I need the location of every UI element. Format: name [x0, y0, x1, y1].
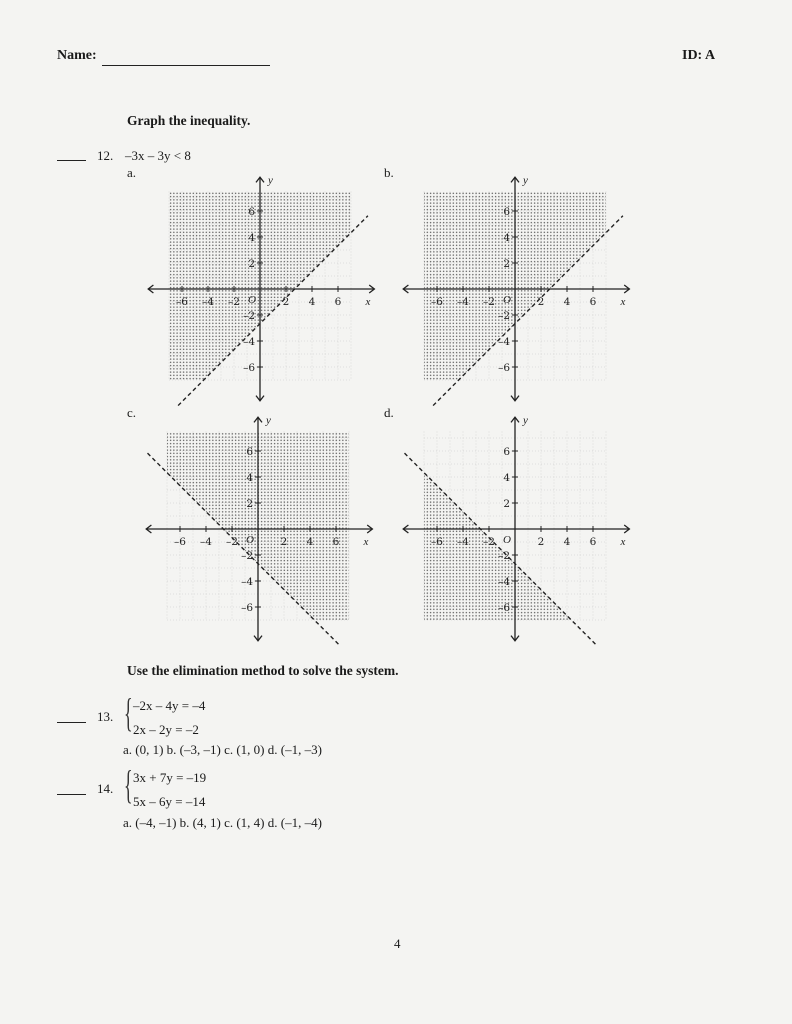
x-tick-label: 2 — [537, 536, 545, 548]
y-tick-label: –6 — [243, 362, 255, 374]
system-brace-13: { — [124, 690, 133, 735]
x-tick-label: 6 — [334, 296, 342, 308]
x-tick-label: –6 — [431, 536, 443, 548]
x-tick-label: 6 — [589, 296, 597, 308]
option-letter-b: b. — [384, 165, 394, 180]
x-axis-label: x — [365, 296, 371, 308]
y-axis-label: y — [266, 414, 271, 427]
system-brace-14: { — [124, 762, 133, 807]
section-title-elimination: Use the elimination method to solve the system. — [127, 663, 399, 678]
origin-label: O — [248, 294, 256, 306]
x-axis-label: x — [620, 296, 626, 308]
y-tick-label: –6 — [498, 362, 510, 374]
y-tick-label: 4 — [248, 232, 255, 244]
y-tick-label: –4 — [243, 336, 255, 348]
choices-14: a. (–4, –1) b. (4, 1) c. (1, 4) d. (–1, –4) — [123, 815, 322, 830]
equation-13-2: 2x – 2y = –2 — [133, 722, 199, 737]
y-tick-label: 4 — [503, 232, 510, 244]
y-tick-label: –4 — [498, 576, 510, 588]
y-tick-label: 2 — [246, 498, 253, 510]
x-tick-label: –4 — [457, 536, 469, 548]
y-tick-label: 6 — [246, 446, 253, 458]
question-inequality-12: –3x – 3y < 8 — [125, 148, 191, 163]
id-label: ID: A — [682, 48, 716, 63]
x-tick-label: 6 — [589, 536, 597, 548]
origin-label: O — [246, 534, 254, 546]
y-tick-label: 4 — [503, 472, 510, 484]
y-tick-label: 2 — [503, 258, 510, 270]
x-tick-label: –6 — [431, 296, 443, 308]
section-title-graph: Graph the inequality. — [127, 113, 251, 128]
choices-13: a. (0, 1) b. (–3, –1) c. (1, 0) d. (–1, –3) — [123, 742, 322, 757]
answer-blank-13[interactable] — [57, 722, 86, 723]
x-tick-label: 4 — [563, 296, 571, 308]
x-tick-label: –4 — [457, 296, 469, 308]
x-axis-label: x — [620, 536, 626, 548]
y-tick-label: –2 — [498, 310, 510, 322]
x-axis-label: x — [363, 536, 369, 548]
x-tick-label: 4 — [308, 296, 316, 308]
x-tick-label: –2 — [483, 296, 495, 308]
equation-14-2: 5x – 6y = –14 — [133, 794, 206, 809]
question-number-12: 12. — [97, 148, 114, 163]
y-tick-label: 2 — [503, 498, 510, 510]
x-tick-label: –2 — [226, 536, 238, 548]
x-tick-label: 2 — [282, 296, 290, 308]
x-tick-label: –4 — [200, 536, 212, 548]
equation-14-1: 3x + 7y = –19 — [133, 770, 207, 785]
question-number-13: 13. — [97, 709, 114, 724]
option-letter-d: d. — [384, 405, 394, 420]
x-tick-label: –4 — [202, 296, 214, 308]
y-tick-label: 6 — [503, 206, 510, 218]
y-tick-label: –2 — [498, 550, 510, 562]
x-tick-label: 6 — [332, 536, 340, 548]
page-number: 4 — [394, 936, 401, 951]
x-tick-label: –6 — [174, 536, 186, 548]
y-tick-label: 4 — [246, 472, 253, 484]
y-tick-label: –2 — [243, 310, 255, 322]
y-tick-label: 6 — [248, 206, 255, 218]
x-tick-label: –2 — [483, 536, 495, 548]
y-axis-label: y — [523, 174, 528, 187]
x-tick-label: 4 — [306, 536, 314, 548]
origin-label: O — [503, 294, 511, 306]
y-tick-label: –4 — [241, 576, 253, 588]
x-tick-label: 2 — [280, 536, 288, 548]
name-label: Name: — [57, 48, 97, 63]
equation-13-1: –2x – 4y = –4 — [133, 698, 206, 713]
y-tick-label: –6 — [498, 602, 510, 614]
question-number-14: 14. — [97, 781, 114, 796]
y-tick-label: 6 — [503, 446, 510, 458]
x-tick-label: –2 — [228, 296, 240, 308]
y-tick-label: 2 — [248, 258, 255, 270]
x-tick-label: 2 — [537, 296, 545, 308]
y-tick-label: –4 — [498, 336, 510, 348]
y-axis-label: y — [523, 414, 528, 427]
y-axis-label: y — [268, 174, 273, 187]
x-tick-label: 4 — [563, 536, 571, 548]
option-letter-c: c. — [127, 405, 137, 420]
origin-label: O — [503, 534, 511, 546]
y-tick-label: –6 — [241, 602, 253, 614]
y-tick-label: –2 — [241, 550, 253, 562]
answer-blank-14[interactable] — [57, 794, 86, 795]
option-letter-a: a. — [127, 165, 137, 180]
x-tick-label: –6 — [176, 296, 188, 308]
